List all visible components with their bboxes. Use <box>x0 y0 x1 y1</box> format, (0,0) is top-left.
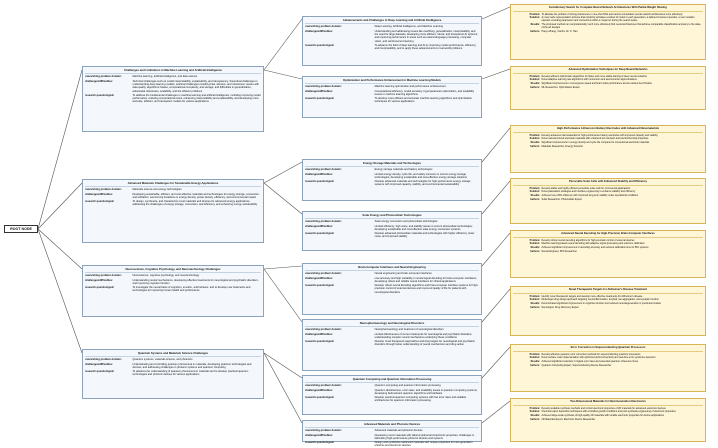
paper-results-value: Achieved over 25% efficiency with improved long-term stability under operational conditions <box>541 194 639 198</box>
paper-results-row <box>513 360 703 363</box>
research-question-label: research question/goal: <box>85 369 115 373</box>
problem-domain-row <box>305 220 479 223</box>
research-question-label: research question/goal: <box>305 43 335 47</box>
connector-line <box>264 162 302 183</box>
problem-domain-row <box>85 75 261 78</box>
paper-results-value: Significant improvement in convergence speed and final model performance across various benchmarks <box>541 82 652 86</box>
paper-solution-value: Multi-target drug design approach targeting neuroinflammation, amyloid, tau aggregation, and synaptic function <box>541 298 659 302</box>
category-title: Advanced Materials Challenges for Sustainable Energy Applications <box>85 182 261 188</box>
challenges-label: challenges/difficulties: <box>305 388 333 392</box>
connector-line <box>264 70 302 79</box>
paper-solution-value: Chemical vapor deposition techniques with controlled growth conditions and post-synthesis engineering of electronic properties <box>541 410 676 414</box>
challenges-row <box>305 30 479 43</box>
paper-results-row <box>513 82 703 85</box>
paper-authors-value: ML Researcher, Optimization Expert <box>541 85 580 89</box>
paper-problem-label: Problem: <box>529 352 540 356</box>
connector-line <box>482 289 510 322</box>
paper-problem-row <box>513 75 703 78</box>
subcategory-node[interactable] <box>302 319 482 371</box>
problem-domain-row <box>85 274 261 277</box>
research-question-row <box>305 284 479 294</box>
challenges-row <box>85 193 261 200</box>
research-question-value: Develop advanced materials and technologies for high-performance energy storage systems with improved capacity, stability, and environmental sustainability <box>374 179 471 187</box>
subcategory-node[interactable] <box>302 159 482 201</box>
research-question-label: research question/goal: <box>305 440 335 444</box>
subcategory-title: Advanced Materials and Photonic Devices <box>305 423 479 429</box>
research-question-label: research question/goal: <box>305 231 335 235</box>
problem-domain-value: Solar energy conversion and photovoltaic technologies <box>374 220 438 224</box>
paper-solution-label: Solution: <box>529 242 540 246</box>
challenges-row <box>305 389 479 396</box>
research-question-row <box>85 94 261 104</box>
challenges-label: challenges/difficulties: <box>305 172 333 176</box>
problem-domain-label: overarching problem domain: <box>305 328 342 332</box>
category-title: Neuroscience, Cognitive Psychology, and Neurotechnology Challenges <box>85 268 261 274</box>
paper-problem-value: To alleviate the problem of strong interference in one-shot NAS and narrow computation neural network architectures more effectively <box>541 12 683 16</box>
connector-line <box>482 7 510 19</box>
paper-node[interactable] <box>510 125 706 173</box>
paper-title: Evolutionary Search for Complete Neural Network Architectures With Partial Weight Sharing <box>513 6 703 11</box>
challenges-label: challenges/difficulties: <box>305 224 333 228</box>
challenges-value: Limited energy density, cycle life, and safety concerns in current energy storage technologies; developing sustainable and cost-effective energy storage solutions <box>374 172 467 179</box>
category-node[interactable] <box>82 349 264 399</box>
paper-node[interactable] <box>510 178 706 224</box>
paper-authors-value: Materials Researcher, Energy Scientist <box>541 144 583 148</box>
paper-solution-row <box>513 298 703 301</box>
challenges-row <box>305 90 479 97</box>
research-question-value: To address the fundamental challenges in machine learning and artificial intelligence, including improving model performance, reducing computational costs, enhancing interpretability and explainability, and developing more accurate, efficient, and transparent models for various applications <box>132 93 261 104</box>
research-question-value: Develop practical quantum computing systems with low error rates and scalable architectures for quantum information processing <box>374 395 467 403</box>
paper-node[interactable] <box>510 398 706 442</box>
challenges-row <box>85 279 261 286</box>
paper-solution-value: Novel nanostructured electrode materials with enhanced ion transport and electrochemical properties <box>541 137 649 141</box>
connector-line <box>264 266 302 269</box>
paper-problem-value: Develop scalable synthesis methods and control electronic properties of 2D materials for advanced electronic devices <box>541 406 666 410</box>
paper-results-row <box>513 414 703 417</box>
paper-problem-row <box>513 13 703 16</box>
paper-results-value: Achieved large-scale synthesis of high-quality 2D materials with tunable electronic properties for device applications <box>541 414 664 418</box>
connector-line <box>38 70 82 229</box>
problem-domain-row <box>305 85 479 88</box>
problem-domain-value: Energy storage materials and battery technologies <box>374 168 433 172</box>
subcategory-title: Quantum Computing and Quantum Information Processing <box>305 378 479 384</box>
paper-results-label: Results: <box>530 246 540 250</box>
paper-solution-row <box>513 16 703 22</box>
connector-line <box>38 183 82 229</box>
paper-results-label: Results: <box>530 194 540 198</box>
problem-domain-value: Advanced materials and photonic devices <box>374 429 423 433</box>
paper-authors-label: Authors: <box>530 85 540 89</box>
problem-domain-value: Machine learning optimization and performance enhancement <box>374 85 446 89</box>
subcategory-node[interactable] <box>302 211 482 251</box>
paper-results-label: Results: <box>530 141 540 145</box>
paper-problem-label: Problem: <box>529 74 540 78</box>
root-node: ROOT NODE <box>4 225 38 233</box>
research-question-row <box>85 286 261 293</box>
research-question-row <box>305 441 479 448</box>
subcategory-title: Neuropharmacology and Neurological Disorders <box>305 322 479 328</box>
paper-title: Perovskite Solar Cells with Enhanced Stability and Efficiency <box>513 180 703 185</box>
paper-problem-row <box>513 187 703 190</box>
research-question-row <box>305 232 479 239</box>
category-title: Challenges and Limitations in Machine Learning and Artificial Intelligence <box>85 69 261 75</box>
problem-domain-value: Neural engineering and brain-computer interfaces <box>374 272 432 276</box>
paper-solution-label: Solution: <box>529 78 540 82</box>
paper-authors-label: Authors: <box>530 249 540 253</box>
connector-line <box>482 347 510 378</box>
challenges-value: Understanding neural mechanisms, developing effective treatments for neurological and psychiatric disorders, and improving cognitive function <box>132 278 259 285</box>
paper-problem-value: Develop robust neural decoding algorithms for high-precision control of external devices <box>541 238 635 242</box>
paper-solution-value: A novel node representation scheme that randomly activates a subset of nodes in each generation, a tailored crossover operator, a new mutation operator encoding parameters and connections within a 'supernet' during the search space <box>541 16 695 23</box>
research-question-label: research question/goal: <box>305 283 335 287</box>
category-node[interactable] <box>82 179 264 243</box>
paper-authors-row <box>513 418 703 421</box>
paper-authors-row <box>513 86 703 89</box>
paper-solution-value: Machine learning-based neural decoding with adaptive signal processing and real-time calibration <box>541 242 645 246</box>
research-question-row <box>305 97 479 104</box>
challenges-value: Low accuracy and high variability in neural signal decoding for brain-computer interfaces; developing robust and reliable neural interfaces for clinical applications <box>374 276 477 283</box>
paper-results-label: Results: <box>530 360 540 364</box>
paper-solution-label: Solution: <box>529 298 540 302</box>
subcategory-title: Solar Energy and Photovoltaic Technologies <box>305 214 479 220</box>
challenges-label: challenges/difficulties: <box>305 276 333 280</box>
challenges-label: challenges/difficulties: <box>305 332 333 336</box>
problem-domain-value: Machine learning, artificial intelligence, and data science <box>132 75 198 79</box>
paper-authors-label: Authors: <box>530 305 540 309</box>
problem-domain-label: overarching problem domain: <box>305 168 342 172</box>
problem-domain-row <box>305 429 479 432</box>
problem-domain-row <box>305 25 479 28</box>
paper-problem-row <box>513 353 703 356</box>
challenges-row <box>305 277 479 284</box>
problem-domain-value: Quantum systems, materials science, and photonics <box>132 358 193 362</box>
problem-domain-row <box>305 168 479 171</box>
category-node[interactable] <box>82 66 264 132</box>
challenges-value: Developing novel materials with tailored optical and electronic properties; challenges in fabricating high-performance photonic devices and systems <box>374 433 475 440</box>
problem-domain-label: overarching problem domain: <box>305 85 342 89</box>
problem-domain-label: overarching problem domain: <box>305 384 342 388</box>
paper-problem-row <box>513 134 703 137</box>
paper-problem-label: Problem: <box>529 406 540 410</box>
paper-authors-row <box>513 30 703 33</box>
subcategory-title: Energy Storage Materials and Technologies <box>305 162 479 168</box>
challenges-label: challenges/difficulties: <box>85 192 113 196</box>
paper-problem-row <box>513 239 703 242</box>
paper-solution-row <box>513 78 703 81</box>
challenges-value: Computational efficiency, model accuracy, hyperparameter optimization, and scalability issues in machine learning algorithms <box>374 89 475 96</box>
research-question-label: research question/goal: <box>85 199 115 203</box>
paper-results-label: Results: <box>530 23 540 27</box>
paper-results-value: Achieved significant improvement in decoding accuracy and reduced calibration time for BCI systems <box>541 246 649 250</box>
connector-line <box>482 128 510 162</box>
problem-domain-label: overarching problem domain: <box>305 25 342 29</box>
paper-authors-label: Authors: <box>530 417 540 421</box>
paper-problem-value: Develop stable and highly efficient perovskite solar cells for commercial applications <box>541 186 631 190</box>
paper-results-value: The proposed method can computationally much more effectively find neural architectures that achieve comparable classification accuracy to the state-of-the-art designs <box>541 23 702 30</box>
connector-line <box>38 229 82 353</box>
paper-node[interactable] <box>510 286 706 336</box>
paper-title: Error Correction in Superconducting Quantum Processors <box>513 346 703 351</box>
paper-results-label: Results: <box>530 414 540 418</box>
paper-solution-value: Novel passivation strategies and interface engineering to enhance stability and efficiency <box>541 190 636 194</box>
challenges-row <box>305 434 479 441</box>
research-question-value: To advance the field of deep learning and AI by improving model performance, efficiency, and interpretability, and to apply these advancements to real-world problems <box>374 43 477 50</box>
connector-line <box>264 353 302 423</box>
paper-authors-label: Authors: <box>530 29 540 33</box>
research-question-row <box>305 44 479 51</box>
problem-domain-label: overarching problem domain: <box>305 429 342 433</box>
paper-problem-label: Problem: <box>529 186 540 190</box>
paper-solution-row <box>513 356 703 359</box>
subcategory-node[interactable] <box>302 420 482 448</box>
paper-authors-value: Neural Engineer, BCI Researcher <box>541 249 577 253</box>
paper-results-value: Achieved significant reduction in logical error rates and extended quantum coherence times <box>541 360 639 364</box>
paper-solution-label: Solution: <box>529 410 540 414</box>
paper-authors-row <box>513 306 703 309</box>
paper-results-label: Results: <box>530 302 540 306</box>
paper-authors-value: Neurologist, Drug Discovery Expert <box>541 305 579 309</box>
paper-results-row <box>513 141 703 144</box>
research-question-label: research question/goal: <box>305 96 335 100</box>
paper-authors-value: Quantum Computing Expert, Superconducting Device Researcher <box>541 363 612 367</box>
research-question-value: To design, synthesize, and characterize novel materials and devices for advanced energy applications, addressing the challenges of energy storage, conversion, and efficiency, and enhancing energy sustainability <box>132 199 258 207</box>
challenges-label: challenges/difficulties: <box>305 29 333 33</box>
paper-problem-value: Develop effective quantum error correction methods for superconducting quantum processors <box>541 352 641 356</box>
paper-solution-row <box>513 410 703 413</box>
research-question-label: research question/goal: <box>305 339 335 343</box>
category-node[interactable] <box>82 265 264 317</box>
paper-node[interactable] <box>510 344 706 392</box>
research-question-row <box>85 200 261 207</box>
paper-problem-row <box>513 295 703 298</box>
research-question-value: Develop novel therapeutic approaches and drug targets for neurological and psychiatric disorders through better understanding of neural mechanisms and drug action <box>374 339 475 347</box>
problem-domain-row <box>85 188 261 191</box>
paper-results-value: Significant improvement in energy density and cycle life compared to conventional electrode materials <box>541 141 650 145</box>
subcategory-title: Optimization and Performance Enhancement in Machine Learning Models <box>305 79 479 85</box>
paper-title: High-Performance Lithium-Ion Battery Electrodes with Advanced Nanomaterials <box>513 127 703 132</box>
research-question-value: To investigate the neural basis of cognition, emotion, and behavior, and to develop new treatments and technologies for improving human health and performance <box>132 285 251 293</box>
paper-results-label: Results: <box>530 82 540 86</box>
paper-node[interactable] <box>510 66 706 110</box>
problem-domain-label: overarching problem domain: <box>85 75 122 79</box>
paper-node[interactable] <box>510 230 706 278</box>
paper-problem-label: Problem: <box>529 238 540 242</box>
paper-solution-label: Solution: <box>529 16 540 20</box>
research-question-label: research question/goal: <box>305 179 335 183</box>
research-question-value: Develop advanced photovoltaic materials and technologies with higher efficiency, lower costs, and improved stability <box>374 231 475 239</box>
paper-authors-row <box>513 250 703 253</box>
paper-authors-row <box>513 198 703 201</box>
subcategory-node[interactable] <box>302 263 482 315</box>
paper-title: Advanced Neural Decoding for High-Precision Brain-Computer Interfaces <box>513 232 703 237</box>
paper-authors-row <box>513 364 703 367</box>
research-question-label: research question/goal: <box>85 93 115 97</box>
paper-authors-label: Authors: <box>530 144 540 148</box>
connector-line <box>482 233 510 266</box>
subcategory-node[interactable] <box>302 375 482 415</box>
paper-results-value: Demonstrated significant improvement in cognitive function and reduced neurodegeneration in preclinical models <box>541 302 661 306</box>
subcategory-title: Brain-Computer Interfaces and Neural Engineering <box>305 266 479 272</box>
paper-results-row <box>513 246 703 249</box>
subcategory-title: Advancements and Challenges in Deep Learning and Artificial Intelligence <box>305 19 479 25</box>
research-question-row <box>85 370 261 377</box>
connector-line <box>264 183 302 214</box>
problem-domain-label: overarching problem domain: <box>85 358 122 362</box>
research-question-value: To develop more efficient and accurate machine learning algorithms and optimization techniques for various applications <box>374 96 472 104</box>
challenges-label: challenges/difficulties: <box>85 362 113 366</box>
connector-line <box>264 19 302 70</box>
paper-solution-value: Novel adaptive learning rate algorithms with momentum and second-order approximations <box>541 78 637 82</box>
paper-solution-label: Solution: <box>529 356 540 360</box>
problem-domain-row <box>305 272 479 275</box>
subcategory-node[interactable] <box>302 76 482 118</box>
connector-line <box>264 269 302 322</box>
challenges-label: challenges/difficulties: <box>305 89 333 93</box>
paper-solution-row <box>513 137 703 140</box>
paper-results-row <box>513 23 703 29</box>
paper-problem-value: Develop efficient optimization algorithms for faster and more stable training of deep neural networks <box>541 74 647 78</box>
connector-line <box>482 69 510 79</box>
paper-solution-label: Solution: <box>529 137 540 141</box>
challenges-value: Technical challenges such as model interpretability, explainability, and transparency; theoretical challenges in understanding deep learning models; practical challenges including bias, fairness, and robustness; issues with data quality, algorithmic biases, computational complexity, and storage; and difficulties in generalization, adversarial robustness, scalability, and the efficient problems <box>132 79 259 93</box>
paper-title: Novel Therapeutic Targets for Alzheimer's Disease Treatment <box>513 288 703 293</box>
paper-solution-row <box>513 242 703 245</box>
paper-results-row <box>513 194 703 197</box>
challenges-row <box>305 225 479 232</box>
paper-solution-value: Novel surface code implementation with optimized qubit connectivity and real-time error syndrome detection <box>541 356 656 360</box>
paper-results-row <box>513 302 703 305</box>
paper-authors-value: Haoyu Zhang, Yaochu Jin, K. Hao <box>541 29 578 33</box>
problem-domain-row <box>85 358 261 361</box>
challenges-value: Developing sustainable, efficient, and cost-effective materials and technologies for energy storage, conversion, and utilization; overcoming limitations in energy density, power density, efficiency, and environmental impact <box>132 192 260 199</box>
connector-line <box>264 353 302 378</box>
challenges-row <box>305 173 479 180</box>
problem-domain-value: Neuropharmacology and treatment of neurological disorders <box>374 328 444 332</box>
challenges-value: Understanding and addressing issues like overfitting, generalization, interpretability, and the need for large datasets; developing more efficient, robust, and transparent AI systems; and improving performance in areas such as natural language processing, computer vision, and reinforcement learning <box>374 29 478 43</box>
challenges-label: challenges/difficulties: <box>305 433 333 437</box>
paper-problem-label: Problem: <box>529 12 540 16</box>
connector-line <box>482 181 510 214</box>
paper-problem-label: Problem: <box>529 294 540 298</box>
challenges-row <box>305 333 479 340</box>
research-question-row <box>305 180 479 187</box>
problem-domain-label: overarching problem domain: <box>85 274 122 278</box>
category-title: Quantum Systems and Materials Science Challenges <box>85 352 261 358</box>
paper-problem-value: Identify novel therapeutic targets and develop more effective treatments for Alzheimer's disease <box>541 294 643 298</box>
research-question-row <box>305 396 479 403</box>
problem-domain-label: overarching problem domain: <box>85 188 122 192</box>
problem-domain-label: overarching problem domain: <box>305 220 342 224</box>
paper-problem-label: Problem: <box>529 133 540 137</box>
paper-title: Two-Dimensional Materials for Next-Generation Electronics <box>513 400 703 405</box>
paper-authors-label: Authors: <box>530 363 540 367</box>
connector-line <box>38 229 82 269</box>
research-question-value: Design and synthesize advanced materials with unique properties for next-generation photonic and electronic devices <box>374 440 473 448</box>
problem-domain-row <box>305 384 479 387</box>
paper-authors-row <box>513 145 703 148</box>
paper-authors-value: 2D Materials Expert, Electronic Device Researcher <box>541 417 596 421</box>
problem-domain-value: Quantum computing and quantum information processing <box>374 384 441 388</box>
paper-node[interactable] <box>510 4 706 60</box>
subcategory-node[interactable] <box>302 16 482 66</box>
challenges-value: Limited effectiveness of current treatments for neurological and psychiatric disorders; understanding complex neural mechanisms underlying these conditions <box>374 332 473 339</box>
research-question-row <box>305 340 479 347</box>
problem-domain-value: Neuroscience, cognitive psychology, and neurotechnology <box>132 274 200 278</box>
paper-solution-row <box>513 190 703 193</box>
challenges-value: Limited efficiency, high costs, and stability issues in current photovoltaic technologies; developing sustainable and cost-effective solar energy conversion systems <box>374 224 473 231</box>
challenges-label: challenges/difficulties: <box>85 79 113 83</box>
challenges-value: Understanding and controlling quantum phenomena in materials, developing quantum technologies and devices, and addressing challenges in photonic systems and quantum computing <box>132 362 252 369</box>
paper-solution-label: Solution: <box>529 190 540 194</box>
problem-domain-row <box>305 328 479 331</box>
research-question-label: research question/goal: <box>305 395 335 399</box>
problem-domain-label: overarching problem domain: <box>305 272 342 276</box>
problem-domain-value: Deep Learning, Artificial Intelligence, and Machine Learning <box>374 25 443 29</box>
challenges-value: Quantum decoherence, error rates, and scalability issues in quantum computing systems; developing fault-tolerant quantum algorithms and hardware <box>374 388 478 395</box>
connector-line <box>482 401 510 423</box>
paper-problem-value: Develop advanced nanomaterials for high-performance battery electrodes with improved capacity and stability <box>541 133 658 137</box>
research-question-value: To advance the understanding of quantum phenomena in materials and to develop practical quantum technologies and photonic devices for various applications <box>132 369 249 377</box>
challenges-row <box>85 363 261 370</box>
problem-domain-value: Materials science and energy technologies <box>132 188 182 192</box>
paper-problem-row <box>513 407 703 410</box>
paper-authors-label: Authors: <box>530 197 540 201</box>
challenges-row <box>85 80 261 93</box>
research-question-value: Develop robust neural decoding algorithms and brain-computer interface systems for high-precision control of external devices and improved quality of life for patients with neurological disorders <box>374 283 479 294</box>
research-question-label: research question/goal: <box>85 285 115 289</box>
paper-title: Advanced Optimization Techniques for Deep Neural Networks <box>513 68 703 73</box>
paper-authors-value: Solar Researcher, Photovoltaic Expert <box>541 197 582 201</box>
challenges-label: challenges/difficulties: <box>85 278 113 282</box>
